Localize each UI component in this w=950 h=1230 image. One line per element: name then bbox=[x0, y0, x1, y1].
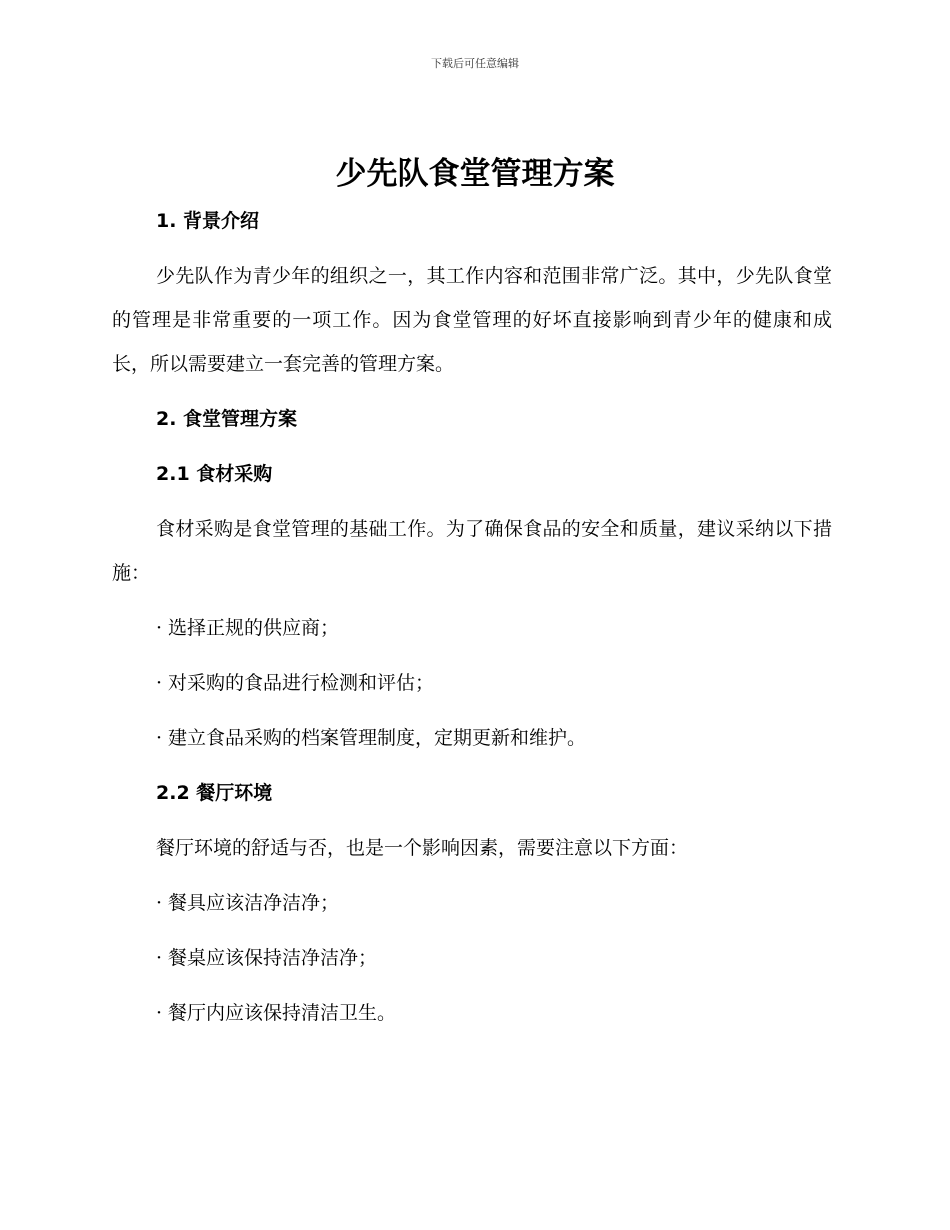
list-item bbox=[112, 716, 832, 760]
section-heading-procurement: 2.1 食材采购 bbox=[156, 463, 273, 485]
list-item-text: 对采购的食品进行检测和评估； bbox=[168, 672, 435, 694]
bullet-dot: · bbox=[156, 947, 163, 969]
bullet-dot: · bbox=[156, 727, 163, 749]
paragraph-background: 少先队作为青少年的组织之一，其工作内容和范围非常广泛。其中，少先队食堂的管理是非常重要的一项工作。因为食堂管理的好坏直接影响到青少年的健康和成长，所以需要建立一套完善的管理方案。 bbox=[112, 265, 832, 375]
list-item-text: 选择正规的供应商； bbox=[168, 617, 340, 639]
list-item bbox=[112, 606, 832, 650]
section-heading-environment: 2.2 餐厅环境 bbox=[156, 782, 273, 804]
section-heading-background: 1. 背景介绍 bbox=[156, 210, 260, 232]
list-item bbox=[112, 661, 832, 705]
list-item-text: 建立食品采购的档案管理制度，定期更新和维护。 bbox=[168, 727, 587, 749]
paragraph-procurement: 食材采购是食堂管理的基础工作。为了确保食品的安全和质量，建议采纳以下措施： bbox=[112, 518, 832, 584]
bullet-dot: · bbox=[156, 892, 163, 914]
section-heading-plan: 2. 食堂管理方案 bbox=[156, 408, 298, 430]
list-item-text: 餐具应该洁净洁净； bbox=[168, 892, 340, 914]
header-note: 下载后可任意编辑 bbox=[431, 57, 519, 70]
list-item-text: 餐厅内应该保持清洁卫生。 bbox=[168, 1002, 397, 1024]
document-body bbox=[112, 199, 832, 1046]
list-item bbox=[112, 936, 832, 980]
list-item bbox=[112, 991, 832, 1035]
list-item bbox=[112, 881, 832, 925]
list-item-text: 餐桌应该保持洁净洁净； bbox=[168, 947, 378, 969]
bullet-dot: · bbox=[156, 672, 163, 694]
document-title: 少先队食堂管理方案 bbox=[335, 156, 615, 192]
paragraph-environment: 餐厅环境的舒适与否，也是一个影响因素，需要注意以下方面： bbox=[156, 837, 689, 859]
bullet-dot: · bbox=[156, 1002, 163, 1024]
bullet-dot: · bbox=[156, 617, 163, 639]
